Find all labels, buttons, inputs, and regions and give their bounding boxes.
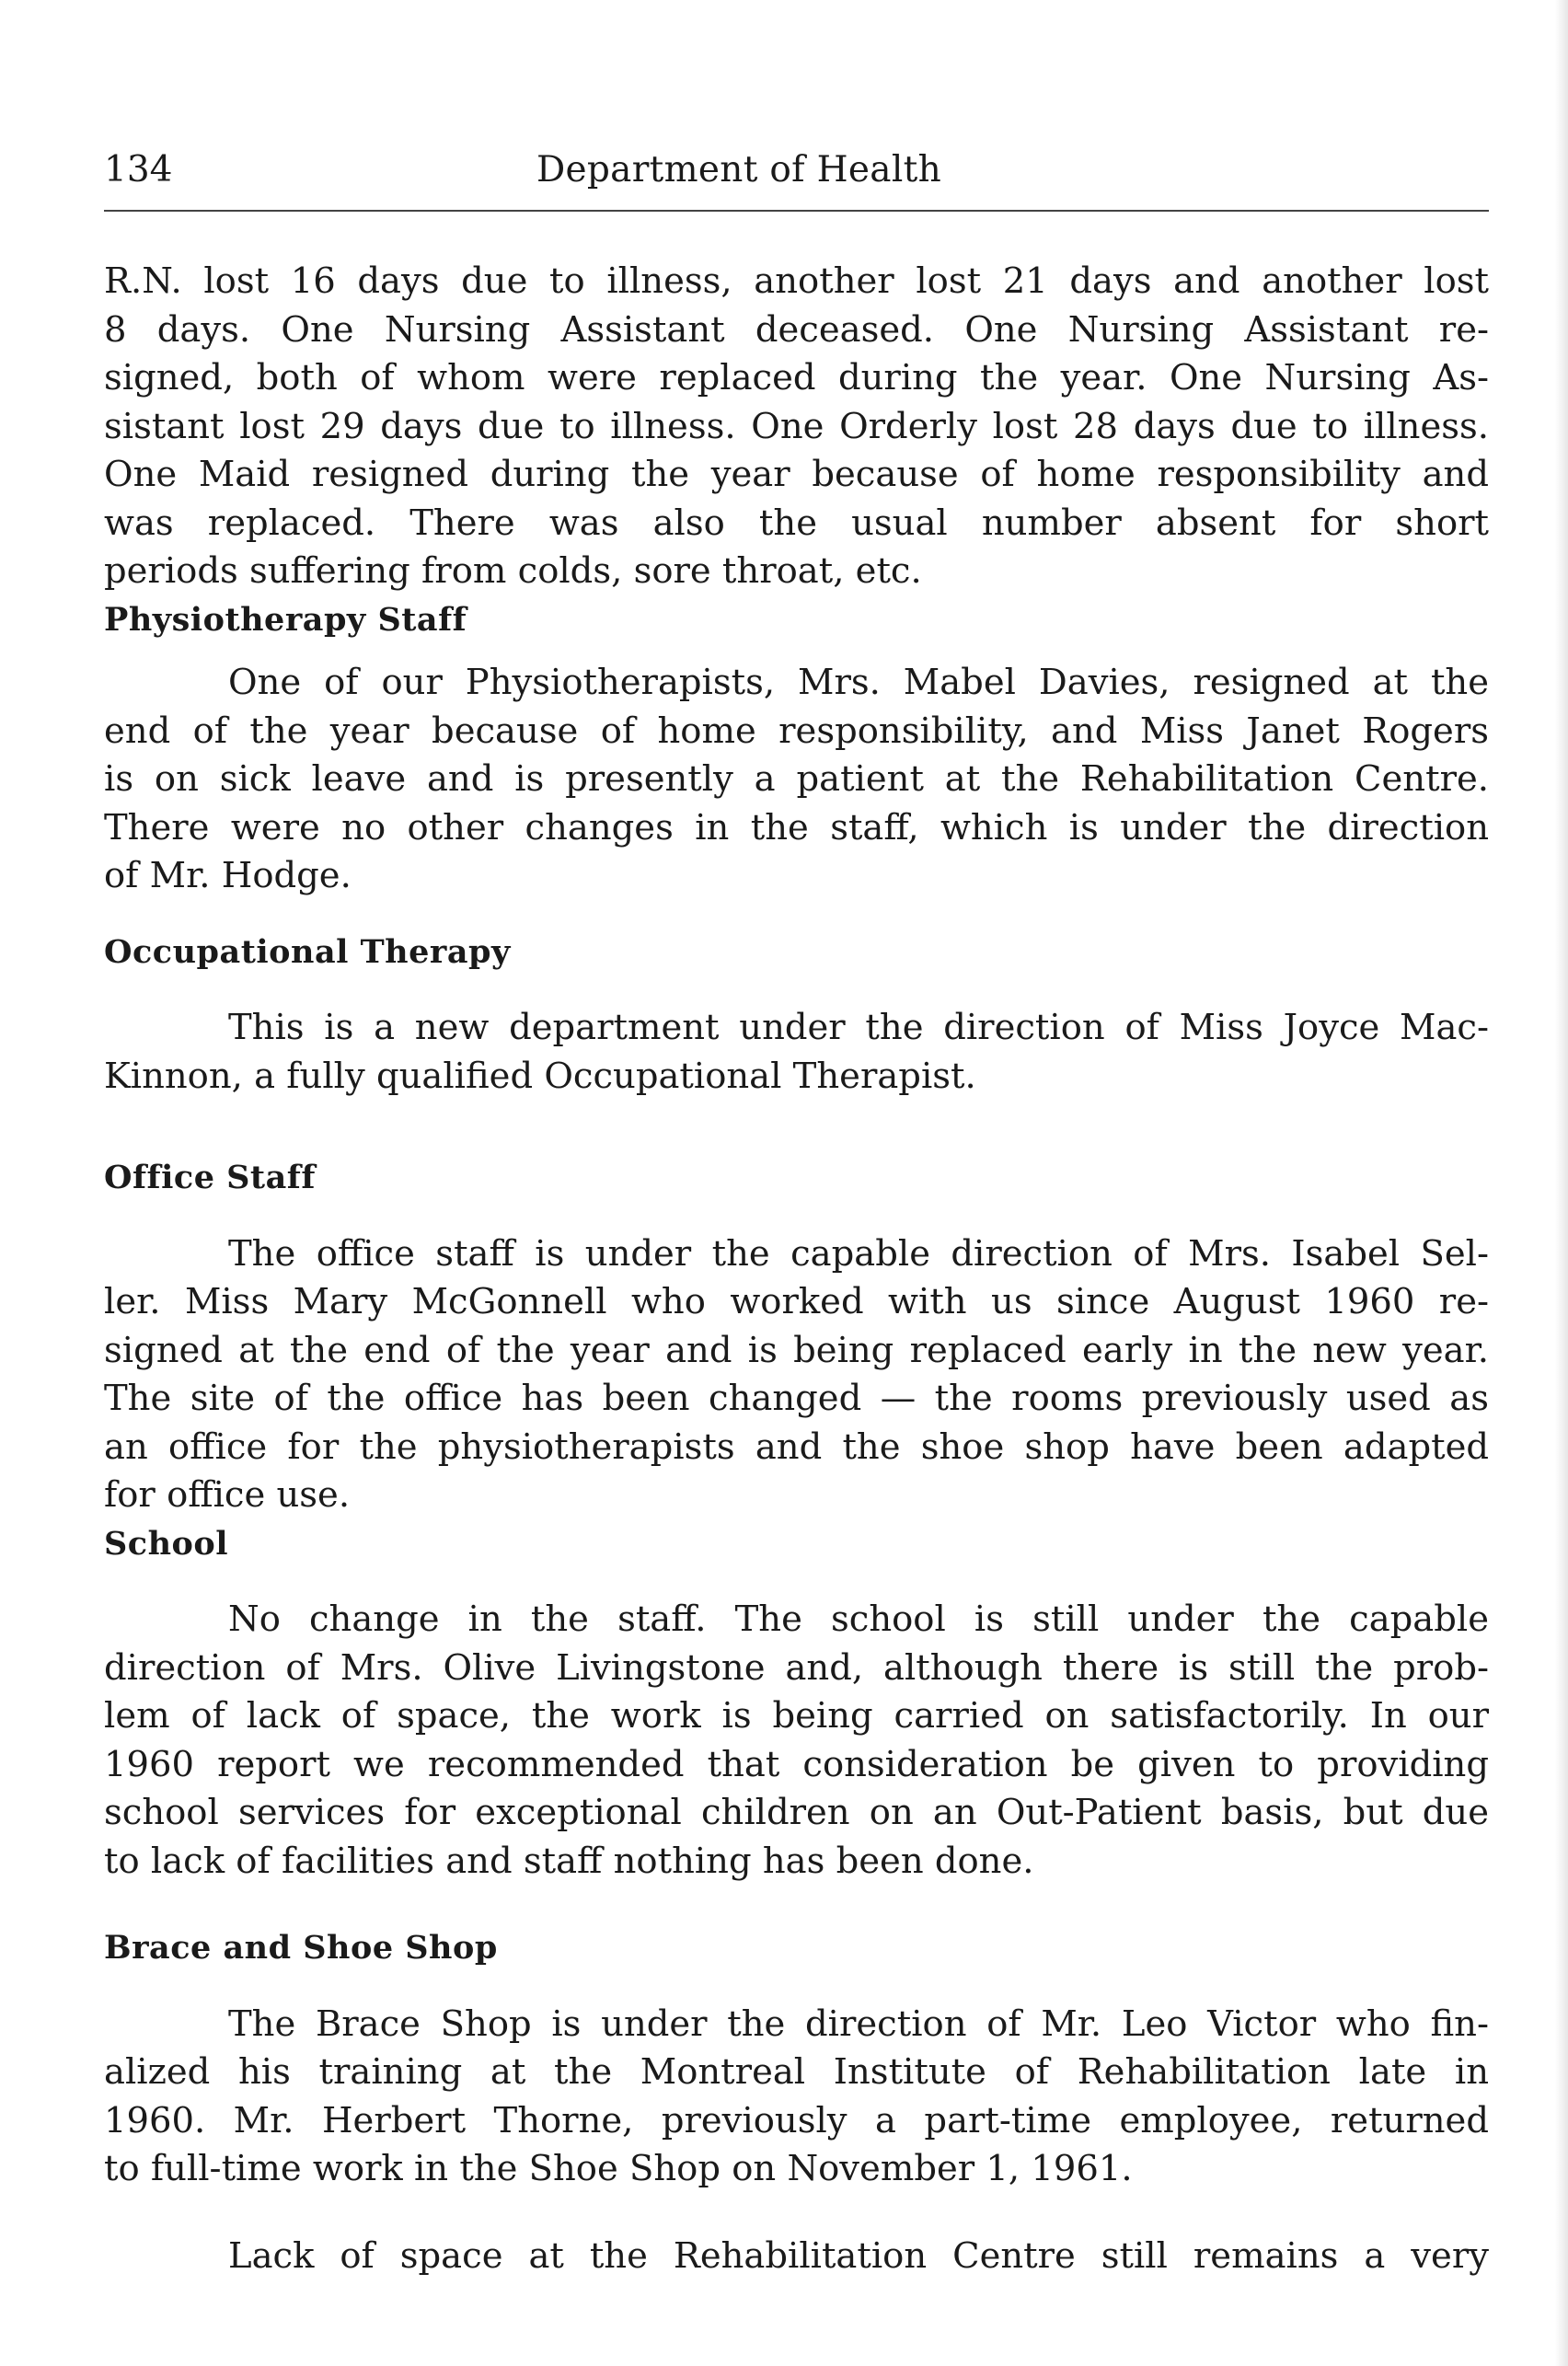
text-line: ler. Miss Mary McGonnell who worked with us since August 1960 re-	[104, 1281, 1489, 1322]
text-line: an office for the physiotherapists and the shoe shop have been adapted	[104, 1425, 1489, 1468]
text-line: This is a new department under the direction of Miss Joyce Mac-	[228, 1007, 1489, 1048]
text-line: Lack of space at the Rehabilitation Centre still remains a very	[228, 2234, 1489, 2277]
text-line: for office use.	[104, 1474, 351, 1516]
text-line: lem of lack of space, the work is being carried on satisfactorily. In our	[104, 1695, 1489, 1737]
school-paragraph	[104, 1596, 1489, 1886]
running-title: Department of Health	[536, 149, 942, 190]
text-line: school services for exceptional children on an Out-Patient basis, but due	[104, 1792, 1489, 1833]
text-line: One Maid resigned during the year because of home responsibility and	[104, 454, 1489, 495]
text-line: 8 days. One Nursing Assistant deceased. One Nursing Assistant re-	[104, 308, 1489, 351]
section-heading-school: School	[104, 1524, 229, 1563]
brace-paragraph-continued	[104, 2233, 1489, 2281]
office-paragraph	[104, 1230, 1489, 1520]
brace-paragraph	[104, 2001, 1489, 2194]
text-line: There were no other changes in the staff, which is under the direction	[104, 806, 1489, 848]
text-line: periods suffering from colds, sore throat, etc.	[104, 550, 922, 592]
text-line: 1960. Mr. Herbert Thorne, previously a part-time employee, returned	[104, 2099, 1489, 2141]
text-line: One of our Physiotherapists, Mrs. Mabel Davies, resigned at the	[228, 662, 1489, 703]
body-text	[104, 258, 1489, 2280]
page-edge-shadow	[1555, 0, 1568, 2366]
page-header	[104, 147, 1489, 204]
header-rule	[104, 210, 1489, 212]
section-heading-occupational-therapy: Occupational Therapy	[104, 932, 511, 971]
section-heading-office-staff: Office Staff	[104, 1159, 316, 1196]
text-line: 1960 report we recommended that consideration be given to providing	[104, 1743, 1489, 1785]
text-line: signed, both of whom were replaced during the year. One Nursing As-	[104, 357, 1489, 398]
section-heading-brace-and-shoe-shop: Brace and Shoe Shop	[104, 1929, 498, 1967]
text-line: end of the year because of home responsibility, and Miss Janet Rogers	[104, 710, 1489, 752]
section-heading-physiotherapy: Physiotherapy Staff	[104, 600, 467, 639]
text-line: The site of the office has been changed — the rooms previously used as	[104, 1378, 1489, 1419]
text-line: R.N. lost 16 days due to illness, another lost 21 days and another lost	[104, 260, 1489, 302]
continuation-paragraph	[104, 258, 1489, 596]
text-line: is on sick leave and is presently a patient at the Rehabilitation Centre.	[104, 758, 1489, 800]
text-line: of Mr. Hodge.	[104, 855, 352, 896]
occupational-paragraph	[104, 1004, 1489, 1101]
text-line: No change in the staff. The school is still under the capable	[228, 1598, 1489, 1640]
text-line: direction of Mrs. Olive Livingstone and, although there is still the prob-	[104, 1646, 1489, 1689]
page-number: 134	[104, 149, 173, 190]
physiotherapy-paragraph	[104, 659, 1489, 901]
text-line: was replaced. There was also the usual number absent for short	[104, 502, 1489, 544]
text-line: The office staff is under the capable direction of Mrs. Isabel Sel-	[228, 1232, 1489, 1275]
text-line: sistant lost 29 days due to illness. One Orderly lost 28 days due to illness.	[104, 405, 1489, 447]
text-line: signed at the end of the year and is being replaced early in the new year.	[104, 1329, 1489, 1371]
text-line: Kinnon, a fully qualified Occupational Therapist.	[104, 1055, 976, 1097]
text-line: The Brace Shop is under the direction of Mr. Leo Victor who fin-	[228, 2002, 1489, 2045]
text-line: to full-time work in the Shoe Shop on November 1, 1961.	[104, 2148, 1133, 2189]
text-line: alized his training at the Montreal Institute of Rehabilitation late in	[104, 2051, 1489, 2093]
text-line: to lack of facilities and staff nothing has been done.	[104, 1840, 1034, 1882]
